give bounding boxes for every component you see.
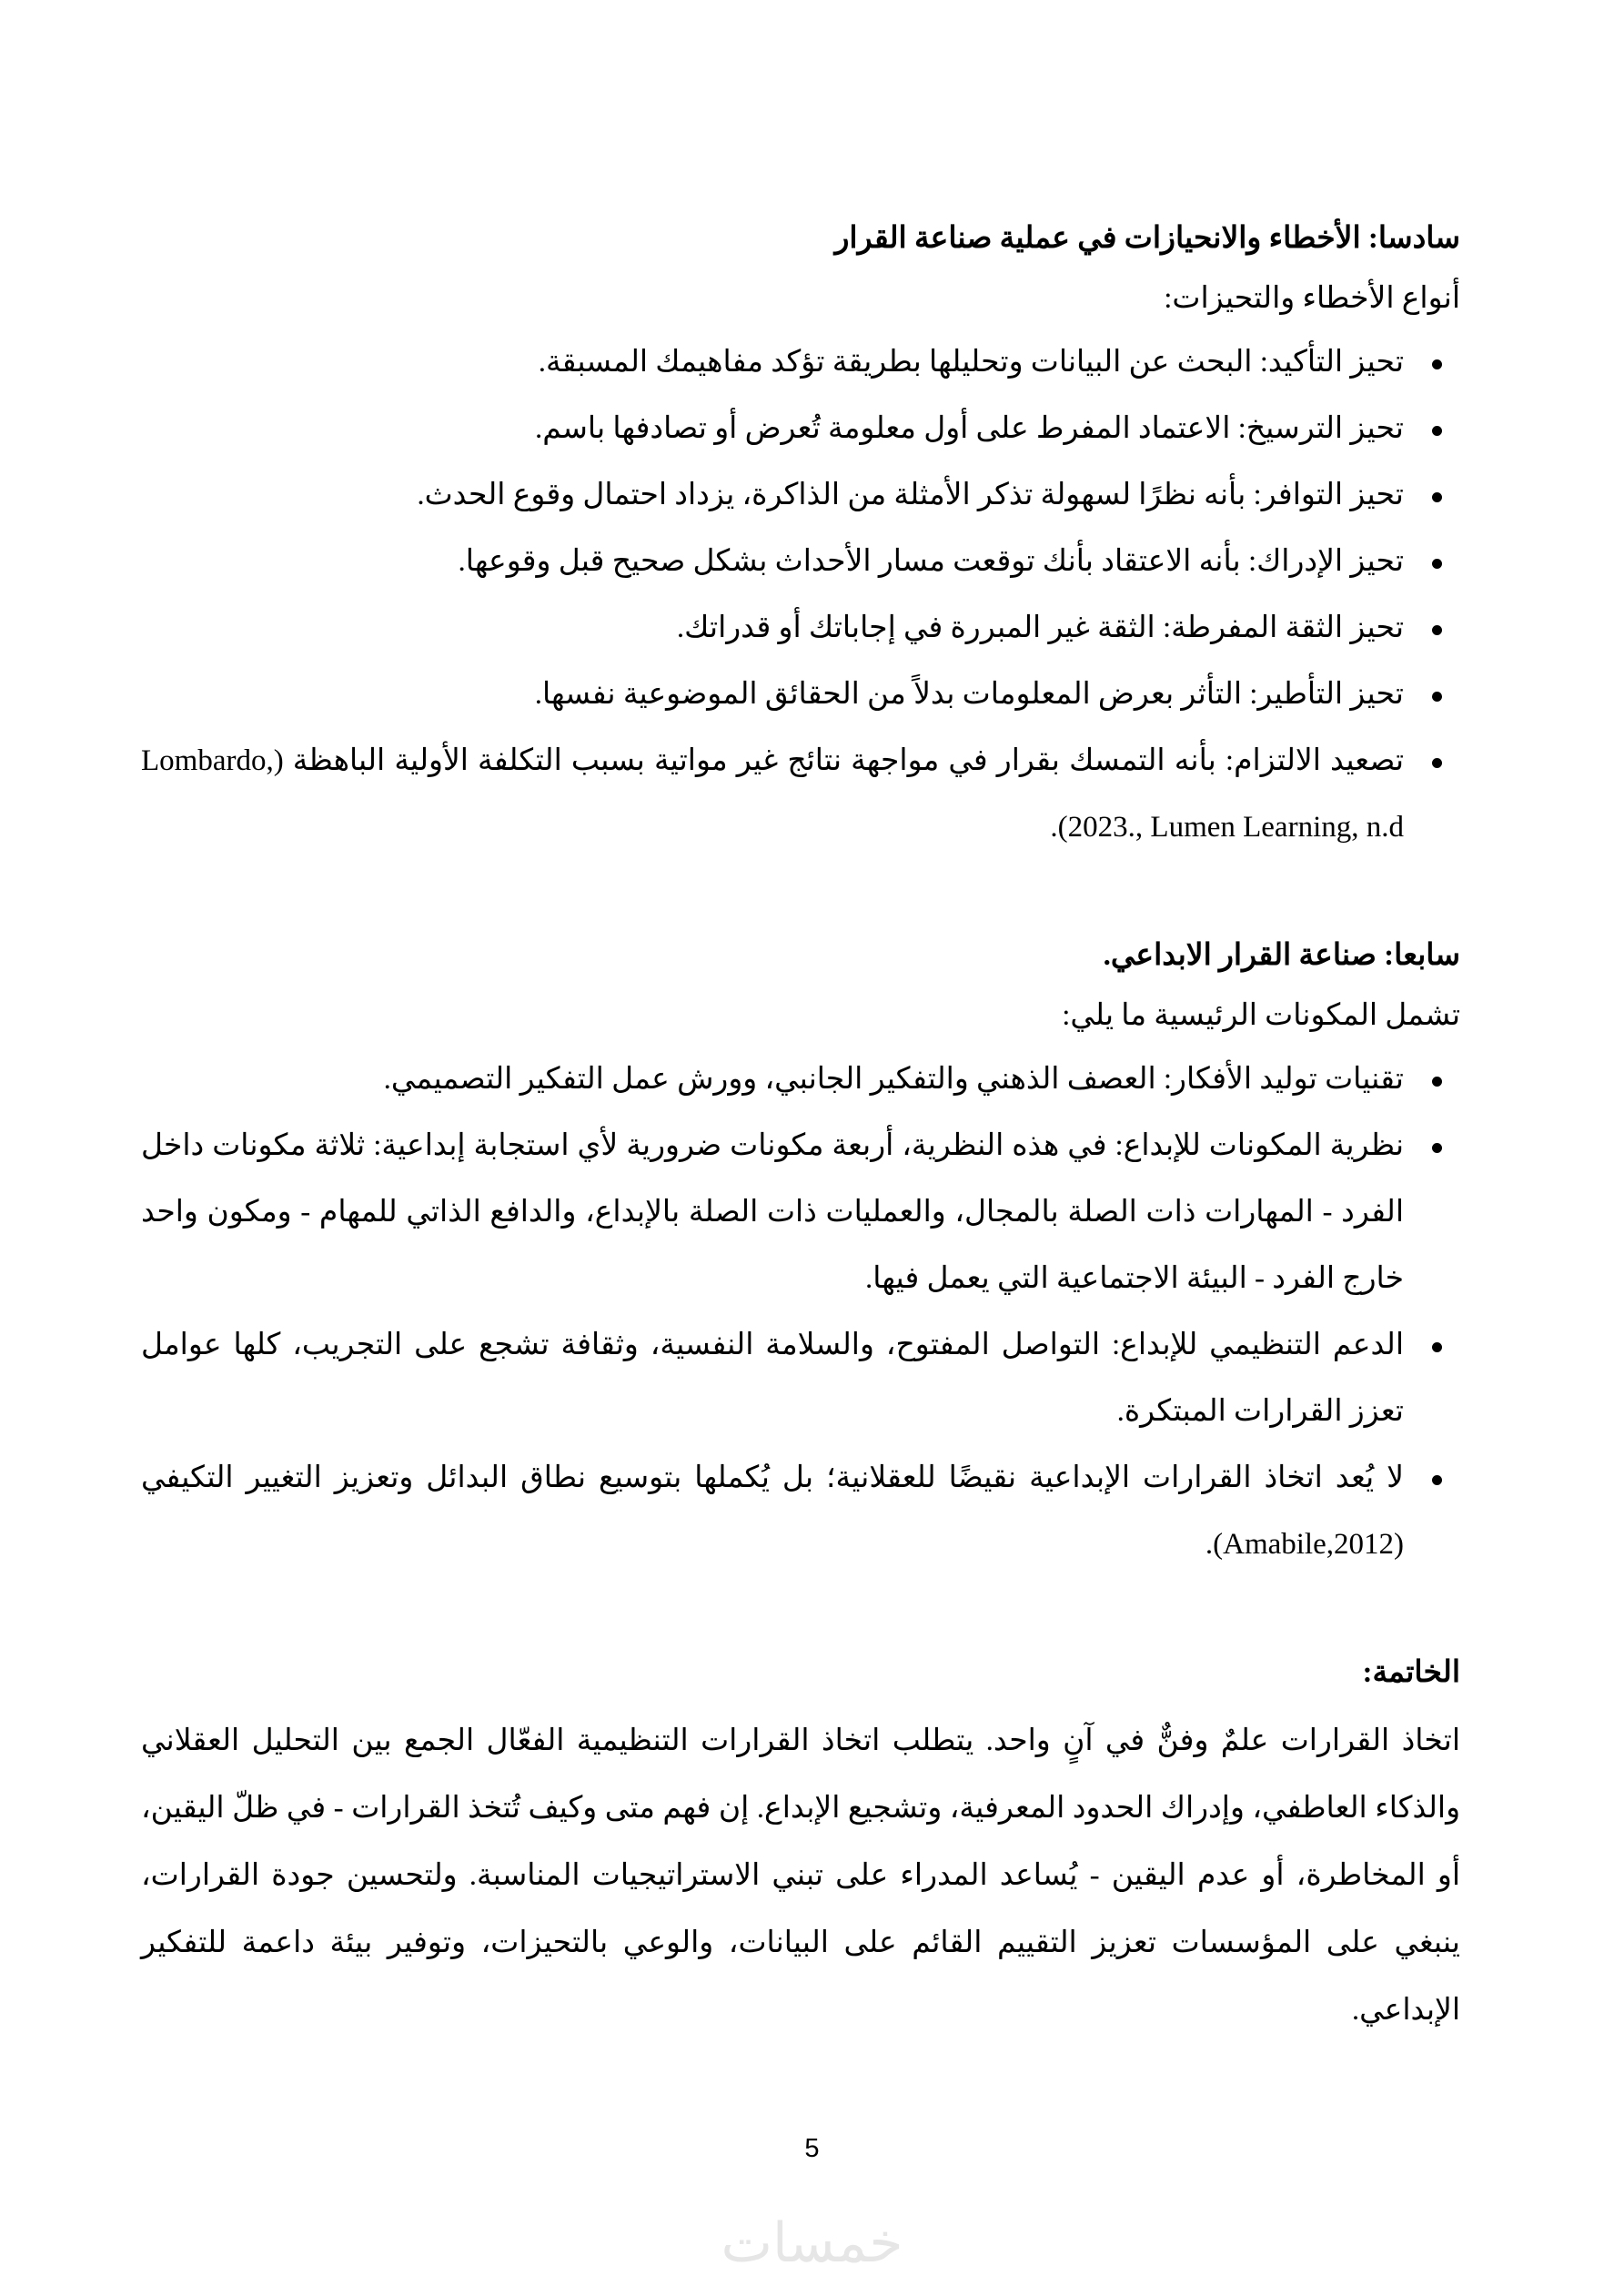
- list-item: نظرية المكونات للإبداع: في هذه النظرية، أربعة مكونات ضرورية لأي استجابة إبداعية: ثلاثة مكونات داخل الفرد - المهارات ذات الصلة بالمجال، والعمليات ذات الصلة بالإبداع، والدافع الذاتي للمهام - ومكون واحد خارج الفرد - البيئة الاجتماعية التي يعمل فيها.: [141, 1113, 1460, 1312]
- section7-heading: سابعا: صناعة القرار الابداعي.: [1103, 939, 1460, 972]
- page-content: [141, 218, 1460, 2044]
- list-item: تصعيد الالتزام: بأنه التمسك بقرار في مواجهة نتائج غير مواتية بسبب التكلفة الأولية الباهظة (Lombardo, 2023., Lumen Learning, n.d).: [141, 728, 1460, 861]
- bullet-icon: [1432, 692, 1442, 702]
- conclusion-paragraph: اتخاذ القرارات علمٌ وفنٌّ في آنٍ واحد. يتطلب اتخاذ القرارات التنظيمية الفعّال الجمع بين التحليل العقلاني والذكاء العاطفي، وإدراك الحدود المعرفية، وتشجيع الإبداع. إن فهم متى وكيف تُتخذ القرارات - في ظلّ اليقين، أو المخاطرة، أو عدم اليقين - يُساعد المدراء على تبني الاستراتيجيات المناسبة. ولتحسين جودة القرارات، ينبغي على المؤسسات تعزيز التقييم القائم على البيانات، والوعي بالتحيزات، وتوفير بيئة داعمة للتفكير الإبداعي.: [141, 1725, 1460, 2027]
- list-item: تحيز التأكيد: البحث عن البيانات وتحليلها بطريقة تؤكد مفاهيمك المسبقة.: [141, 329, 1460, 396]
- bullet-icon: [1432, 1475, 1442, 1485]
- list-item: تحيز الثقة المفرطة: الثقة غير المبررة في إجاباتك أو قدراتك.: [141, 595, 1460, 662]
- section6-bullet-list: [141, 329, 1460, 861]
- bullet-icon: [1432, 1342, 1442, 1352]
- bullet-icon: [1432, 1077, 1442, 1087]
- conclusion-heading: الخاتمة:: [1362, 1656, 1460, 1689]
- section7-intro: تشمل المكونات الرئيسية ما يلي:: [1062, 999, 1460, 1032]
- bullet-icon: [1432, 359, 1442, 369]
- bullet-icon: [1432, 426, 1442, 436]
- section6-intro: أنواع الأخطاء والتحيزات:: [1164, 282, 1460, 315]
- list-item: تقنيات توليد الأفكار: العصف الذهني والتفكير الجانبي، وورش عمل التفكير التصميمي.: [141, 1047, 1460, 1113]
- list-item: تحيز الترسيخ: الاعتماد المفرط على أول معلومة تُعرض أو تصادفها باسم.: [141, 396, 1460, 462]
- section-spacer: [141, 1578, 1460, 1653]
- bullet-icon: [1432, 492, 1442, 502]
- bullet-icon: [1432, 1143, 1442, 1153]
- bullet-icon: [1432, 758, 1442, 768]
- list-item: تحيز التوافر: بأنه نظرًا لسهولة تذكر الأمثلة من الذاكرة، يزداد احتمال وقوع الحدث.: [141, 462, 1460, 529]
- list-item: لا يُعد اتخاذ القرارات الإبداعية نقيضًا للعقلانية؛ بل يُكملها بتوسيع نطاق البدائل وتعزيز التغيير التكيفي (Amabile,2012).: [141, 1445, 1460, 1578]
- bullet-icon: [1432, 625, 1442, 635]
- page-number: 5: [804, 2134, 820, 2163]
- section7-bullet-list: [141, 1047, 1460, 1578]
- list-item: تحيز التأطير: التأثر بعرض المعلومات بدلاً من الحقائق الموضوعية نفسها.: [141, 662, 1460, 728]
- list-item: تحيز الإدراك: بأنه الاعتقاد بأنك توقعت مسار الأحداث بشكل صحيح قبل وقوعها.: [141, 529, 1460, 595]
- section6-heading: سادسا: الأخطاء والانحيازات في عملية صناعة القرار: [834, 222, 1460, 255]
- section-spacer: [141, 861, 1460, 936]
- watermark-logo: خمسات: [721, 2211, 903, 2275]
- bullet-icon: [1432, 559, 1442, 569]
- list-item: الدعم التنظيمي للإبداع: التواصل المفتوح، والسلامة النفسية، وثقافة تشجع على التجريب، كلها عوامل تعزز القرارات المبتكرة.: [141, 1312, 1460, 1445]
